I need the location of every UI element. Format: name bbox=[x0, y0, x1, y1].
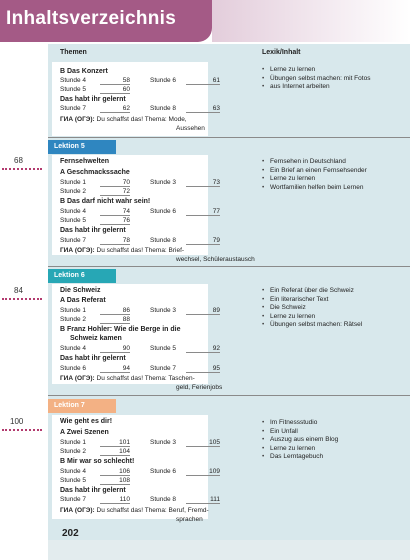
page-ref: 90 bbox=[100, 345, 130, 353]
lektion-5-page: 68 bbox=[14, 156, 23, 165]
lexik-item: • Das Lerntagebuch bbox=[262, 453, 338, 462]
page-ref: 111 bbox=[186, 496, 220, 504]
page-ref: 63 bbox=[186, 105, 220, 113]
page-ref: 89 bbox=[186, 307, 220, 315]
page-ref: 73 bbox=[186, 179, 220, 187]
row-label: Stunde 2 bbox=[60, 448, 87, 455]
page-ref: 58 bbox=[100, 77, 130, 85]
separator bbox=[48, 395, 410, 396]
lexik-item: • Lerne zu lernen bbox=[262, 66, 370, 75]
gia-text: Du schaffst das! Thema: Beruf, Fremd- bbox=[96, 507, 209, 514]
gia-text-cont: wechsel, Schüleraustausch bbox=[176, 256, 255, 263]
gia-label: ГИА (ОГЭ): bbox=[60, 247, 95, 254]
row-label: Stunde 7 bbox=[60, 237, 87, 244]
row-label: Stunde 3 bbox=[150, 179, 177, 186]
lektion-5-b-title: B Das darf nicht wahr sein! bbox=[60, 198, 151, 205]
lexik-item: • Ein literarischer Text bbox=[262, 296, 362, 305]
page-ref: 72 bbox=[100, 188, 130, 196]
row-label: Stunde 3 bbox=[150, 439, 177, 446]
lexik-item: • Lerne zu lernen bbox=[262, 175, 367, 184]
lektion-6-b-title-cont: Schweiz kamen bbox=[70, 335, 122, 342]
lektion-6-a-title: A Das Referat bbox=[60, 297, 106, 304]
page-ref: 101 bbox=[100, 439, 130, 447]
lektion-5-c-title: Das habt ihr gelernt bbox=[60, 227, 126, 234]
page-number: 202 bbox=[62, 528, 79, 539]
gia-line bbox=[60, 507, 209, 514]
row-label: Stunde 3 bbox=[150, 307, 177, 314]
row-label: Stunde 8 bbox=[150, 496, 177, 503]
row-label: Stunde 8 bbox=[150, 105, 177, 112]
page-ref: 88 bbox=[100, 316, 130, 324]
page-ref: 104 bbox=[100, 448, 130, 456]
lektion-6-page: 84 bbox=[14, 286, 23, 295]
column-header-themen: Themen bbox=[60, 49, 87, 56]
lektion-6-title: Die Schweiz bbox=[60, 287, 101, 294]
row-label: Stunde 4 bbox=[60, 468, 87, 475]
gia-text: Du schaffst das! Thema: Mode, bbox=[96, 116, 187, 123]
page-ref: 92 bbox=[186, 345, 220, 353]
row-label: Stunde 4 bbox=[60, 77, 87, 84]
lexik-item: • Im Fitnessstudio bbox=[262, 419, 338, 428]
row-label: Stunde 1 bbox=[60, 439, 87, 446]
lektion-6-b-title: B Franz Hohler: Wie die Berge in die bbox=[60, 326, 181, 333]
row-label: Stunde 7 bbox=[60, 496, 87, 503]
lexik-item: • Übungen selbst machen: Rätsel bbox=[262, 321, 362, 330]
lektion-7-title: Wie geht es dir! bbox=[60, 418, 113, 425]
gia-text: Du schaffst das! Thema: Brief- bbox=[96, 247, 185, 254]
row-label: Stunde 6 bbox=[150, 77, 177, 84]
dotted-marker bbox=[2, 429, 42, 431]
page-ref: 106 bbox=[100, 468, 130, 476]
row-label: Stunde 7 bbox=[150, 365, 177, 372]
page-ref: 110 bbox=[100, 496, 130, 504]
lexik-item: • Lerne zu lernen bbox=[262, 313, 362, 322]
lexik-list-top bbox=[262, 66, 370, 92]
row-label: Stunde 1 bbox=[60, 179, 87, 186]
page-ref: 60 bbox=[100, 86, 130, 94]
row-label: Stunde 5 bbox=[60, 217, 87, 224]
gia-line bbox=[60, 247, 184, 254]
page-ref: 94 bbox=[100, 365, 130, 373]
lektion-5-a-title: A Geschmackssache bbox=[60, 169, 130, 176]
lexik-list-5 bbox=[262, 158, 367, 192]
row-label: Stunde 5 bbox=[60, 86, 87, 93]
lexik-list-6 bbox=[262, 287, 362, 330]
row-label: Stunde 6 bbox=[150, 208, 177, 215]
lektion-6-c-title: Das habt ihr gelernt bbox=[60, 355, 126, 362]
header-banner bbox=[0, 0, 212, 42]
gia-label: ГИА (ОГЭ): bbox=[60, 375, 95, 382]
lektion-6-label: Lektion 6 bbox=[48, 269, 116, 283]
lektion-5-title: Fernsehwelten bbox=[60, 158, 110, 165]
column-header-lexik: Lexik/Inhalt bbox=[262, 49, 301, 56]
page-ref: 79 bbox=[186, 237, 220, 245]
gia-text-cont: sprachen bbox=[176, 516, 203, 523]
row-label: Stunde 4 bbox=[60, 208, 87, 215]
gia-text: Du schaffst das! Thema: Taschen- bbox=[96, 375, 195, 382]
lexik-item: • Ein Unfall bbox=[262, 428, 338, 437]
gia-line bbox=[60, 375, 195, 382]
lexik-item: • Die Schweiz bbox=[262, 304, 362, 313]
bottom-strip bbox=[48, 540, 410, 560]
gia-text-cont: geld, Ferienjobs bbox=[176, 384, 223, 391]
dotted-marker bbox=[2, 168, 42, 170]
lexik-list-7 bbox=[262, 419, 338, 462]
lexik-item: • Fernsehen in Deutschland bbox=[262, 158, 367, 167]
row-label: Stunde 7 bbox=[60, 105, 87, 112]
lektion-5-label: Lektion 5 bbox=[48, 140, 116, 154]
row-label: Stunde 4 bbox=[60, 345, 87, 352]
page-ref: 86 bbox=[100, 307, 130, 315]
lexik-item: • Auszug aus einem Blog bbox=[262, 436, 338, 445]
lexik-item: • Ein Brief an einen Fernsehsender bbox=[262, 167, 367, 176]
top-b-title: B Das Konzert bbox=[60, 68, 108, 75]
page-ref: 78 bbox=[100, 237, 130, 245]
page-ref: 108 bbox=[100, 477, 130, 485]
dotted-marker bbox=[2, 298, 42, 300]
lektion-7-label: Lektion 7 bbox=[48, 399, 116, 413]
top-c-title: Das habt ihr gelernt bbox=[60, 96, 126, 103]
row-label: Stunde 1 bbox=[60, 307, 87, 314]
page-ref: 105 bbox=[186, 439, 220, 447]
page-ref: 61 bbox=[186, 77, 220, 85]
lektion-7-a-title: A Zwei Szenen bbox=[60, 429, 109, 436]
lexik-item: • Übungen selbst machen: mit Fotos bbox=[262, 75, 370, 84]
row-label: Stunde 6 bbox=[150, 468, 177, 475]
page-ref: 77 bbox=[186, 208, 220, 216]
gia-label: ГИА (ОГЭ): bbox=[60, 507, 95, 514]
row-label: Stunde 2 bbox=[60, 188, 87, 195]
separator bbox=[48, 266, 410, 267]
lektion-7-page: 100 bbox=[10, 417, 24, 426]
separator bbox=[48, 137, 410, 138]
row-label: Stunde 5 bbox=[60, 477, 87, 484]
row-label: Stunde 8 bbox=[150, 237, 177, 244]
row-label: Stunde 6 bbox=[60, 365, 87, 372]
page-ref: 76 bbox=[100, 217, 130, 225]
lektion-7-c-title: Das habt ihr gelernt bbox=[60, 487, 126, 494]
gia-line bbox=[60, 116, 187, 123]
lexik-item: • Wortfamilien helfen beim Lernen bbox=[262, 184, 367, 193]
lektion-7-b-title: B Mir war so schlecht! bbox=[60, 458, 135, 465]
page-ref: 70 bbox=[100, 179, 130, 187]
page-title: Inhaltsverzeichnis bbox=[6, 8, 177, 29]
gia-label: ГИА (ОГЭ): bbox=[60, 116, 95, 123]
gia-text-cont: Aussehen bbox=[176, 125, 205, 132]
page-ref: 109 bbox=[186, 468, 220, 476]
page-ref: 95 bbox=[186, 365, 220, 373]
lexik-item: • Ein Referat über die Schweiz bbox=[262, 287, 362, 296]
page-ref: 62 bbox=[100, 105, 130, 113]
lexik-item: • aus Internet arbeiten bbox=[262, 83, 370, 92]
page-ref: 74 bbox=[100, 208, 130, 216]
header-fade bbox=[212, 0, 410, 42]
row-label: Stunde 5 bbox=[150, 345, 177, 352]
lexik-item: • Lerne zu lernen bbox=[262, 445, 338, 454]
row-label: Stunde 2 bbox=[60, 316, 87, 323]
